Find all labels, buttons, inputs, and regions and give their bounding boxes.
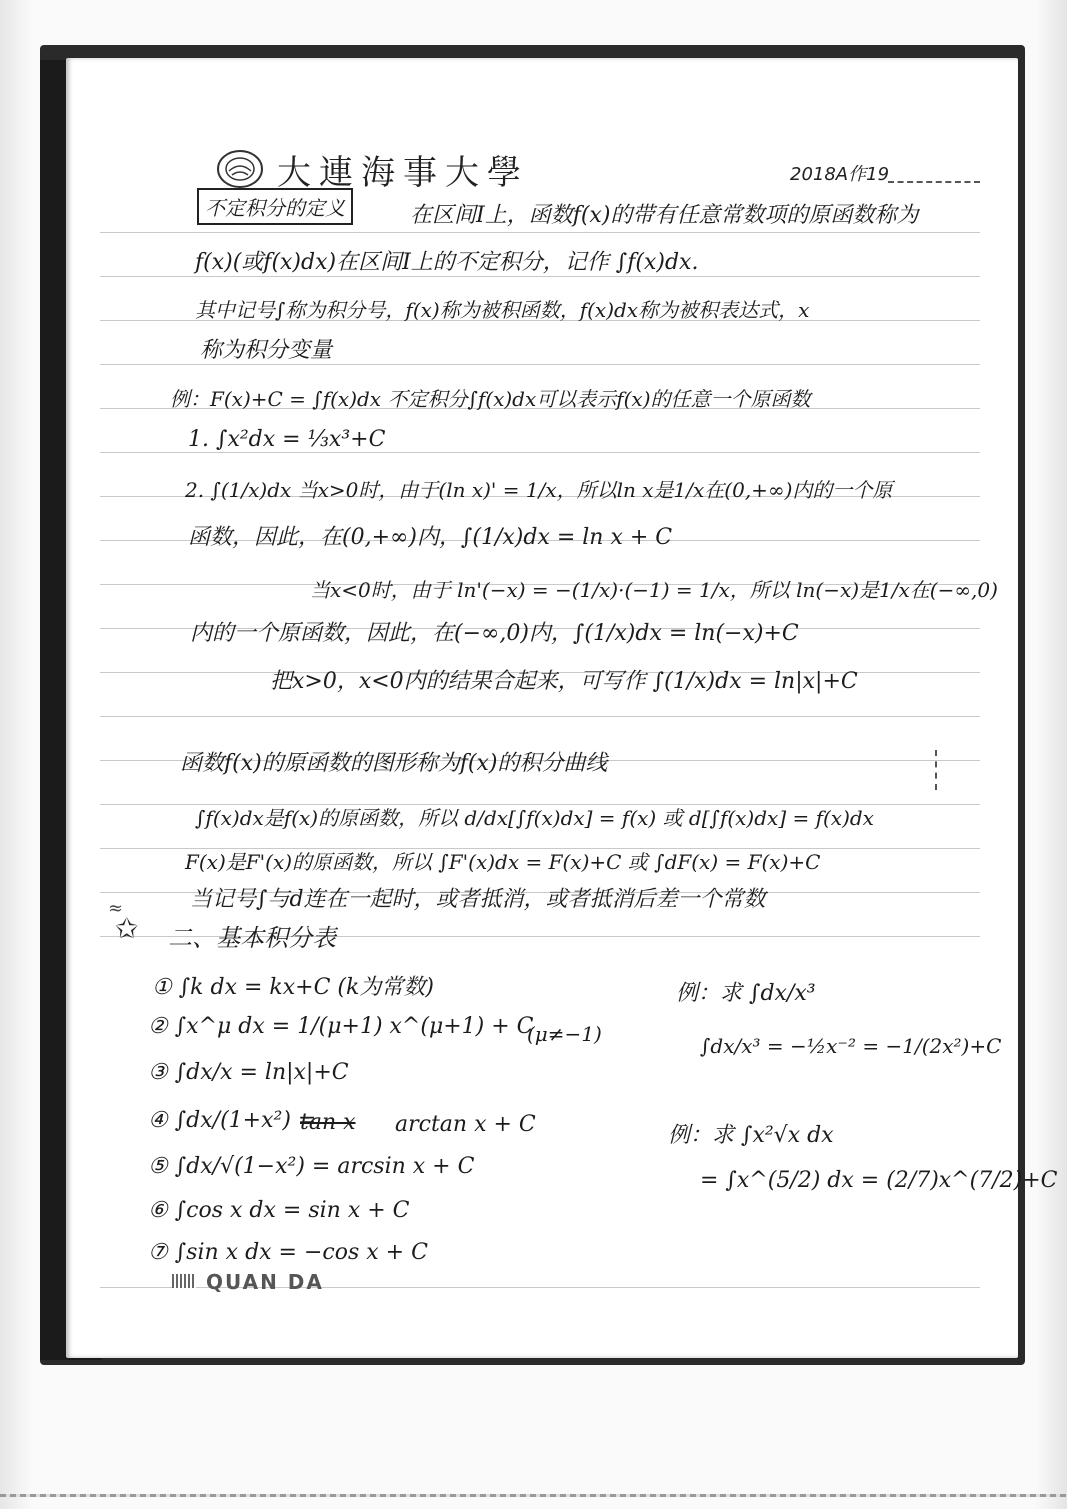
definition-line-3: 其中记号∫称为积分号，f(x)称为被积函数，f(x)dx称为被积表达式，x [195, 298, 810, 322]
table-item-6: ⑥ ∫cos x dx = sin x + C [148, 1198, 410, 1223]
university-logo-icon [215, 147, 265, 191]
page-header [215, 145, 529, 193]
ruled-line [100, 452, 980, 453]
table-item-4-result: arctan x + C [395, 1112, 536, 1137]
ruled-line [100, 716, 980, 717]
ruled-line [100, 364, 980, 365]
example-line-5: 当x<0时，由于 ln'(−x) = −(1/x)·(−1) = 1/x，所以 ln(−x)是1/x在(−∞,0) [310, 578, 998, 602]
table-item-3: ③ ∫dx/x = ln|x|+C [148, 1060, 349, 1085]
scan-bottom-edge [0, 1494, 1067, 1497]
ruled-line [100, 232, 980, 233]
star-icon: ✩ [115, 912, 139, 945]
table-item-2: ② ∫x^μ dx = 1/(μ+1) x^(μ+1) + C [148, 1014, 534, 1039]
example-line-6: 内的一个原函数，因此，在(−∞,0)内，∫(1/x)dx = ln(−x)+C [190, 621, 799, 646]
page-note: 2018A作19 [790, 164, 890, 185]
example-question-1: 例：求 ∫dx/x³ [676, 981, 816, 1006]
definition-box-label: 不定积分的定义 [197, 188, 353, 225]
definition-line-1: 在区间I上，函数f(x)的带有任意常数项的原函数称为 [410, 203, 919, 228]
example-answer-1: ∫dx/x³ = −½x⁻² = −1/(2x²)+C [700, 1034, 1002, 1058]
curve-line-2: ∫f(x)dx是f(x)的原函数，所以 d/dx[∫f(x)dx] = f(x) 或 d[∫f(x)dx] = f(x)dx [195, 806, 874, 830]
table-item-4: ④ ∫dx/(1+x²) = [148, 1108, 317, 1133]
university-name: 大連海事大學 [277, 152, 529, 193]
example-line-1: 例：F(x)+C = ∫f(x)dx 不定积分∫f(x)dx可以表示f(x)的任意一个原函数 [170, 387, 811, 411]
watermark-logo-icon [172, 1274, 196, 1288]
ruled-line [100, 276, 980, 277]
table-item-5: ⑤ ∫dx/√(1−x²) = arcsin x + C [148, 1154, 475, 1179]
example-line-7: 把x>0，x<0内的结果合起来，可写作 ∫(1/x)dx = ln|x|+C [270, 669, 858, 694]
example-line-3: 2. ∫(1/x)dx 当x>0时，由于(ln x)' = 1/x，所以ln x是1/x在(0,+∞)内的一个原 [185, 478, 893, 502]
table-item-4-strike: tan x [300, 1110, 356, 1135]
watermark-text: QUAN DA [206, 1270, 324, 1294]
curve-line-3: F(x)是F'(x)的原函数，所以 ∫F'(x)dx = F(x)+C 或 ∫dF(x) = F(x)+C [185, 850, 821, 874]
example-answer-2: = ∫x^(5/2) dx = (2/7)x^(7/2)+C [700, 1168, 1058, 1193]
header-dashes [888, 181, 980, 183]
definition-line-2: f(x)(或f(x)dx)在区间I上的不定积分，记作 ∫f(x)dx. [195, 250, 699, 275]
table-item-7: ⑦ ∫sin x dx = −cos x + C [148, 1240, 428, 1265]
doodle-mark: ≈ [108, 898, 124, 919]
curve-line-1: 函数f(x)的原函数的图形称为f(x)的积分曲线 [180, 751, 608, 776]
margin-mark [935, 750, 943, 790]
curve-line-4: 当记号∫与d连在一起时，或者抵消，或者抵消后差一个常数 [190, 887, 766, 912]
table-item-2-note: (μ≠−1) [527, 1022, 602, 1046]
table-item-1: ① ∫k dx = kx+C (k为常数) [152, 975, 434, 1000]
definition-line-4: 称为积分变量 [200, 338, 333, 363]
example-line-2: 1. ∫x²dx = ⅓x³+C [188, 427, 386, 452]
example-line-4: 函数，因此，在(0,+∞)内，∫(1/x)dx = ln x + C [188, 525, 673, 550]
table-title: 二、基本积分表 [168, 924, 336, 952]
example-question-2: 例：求 ∫x²√x dx [668, 1123, 834, 1148]
